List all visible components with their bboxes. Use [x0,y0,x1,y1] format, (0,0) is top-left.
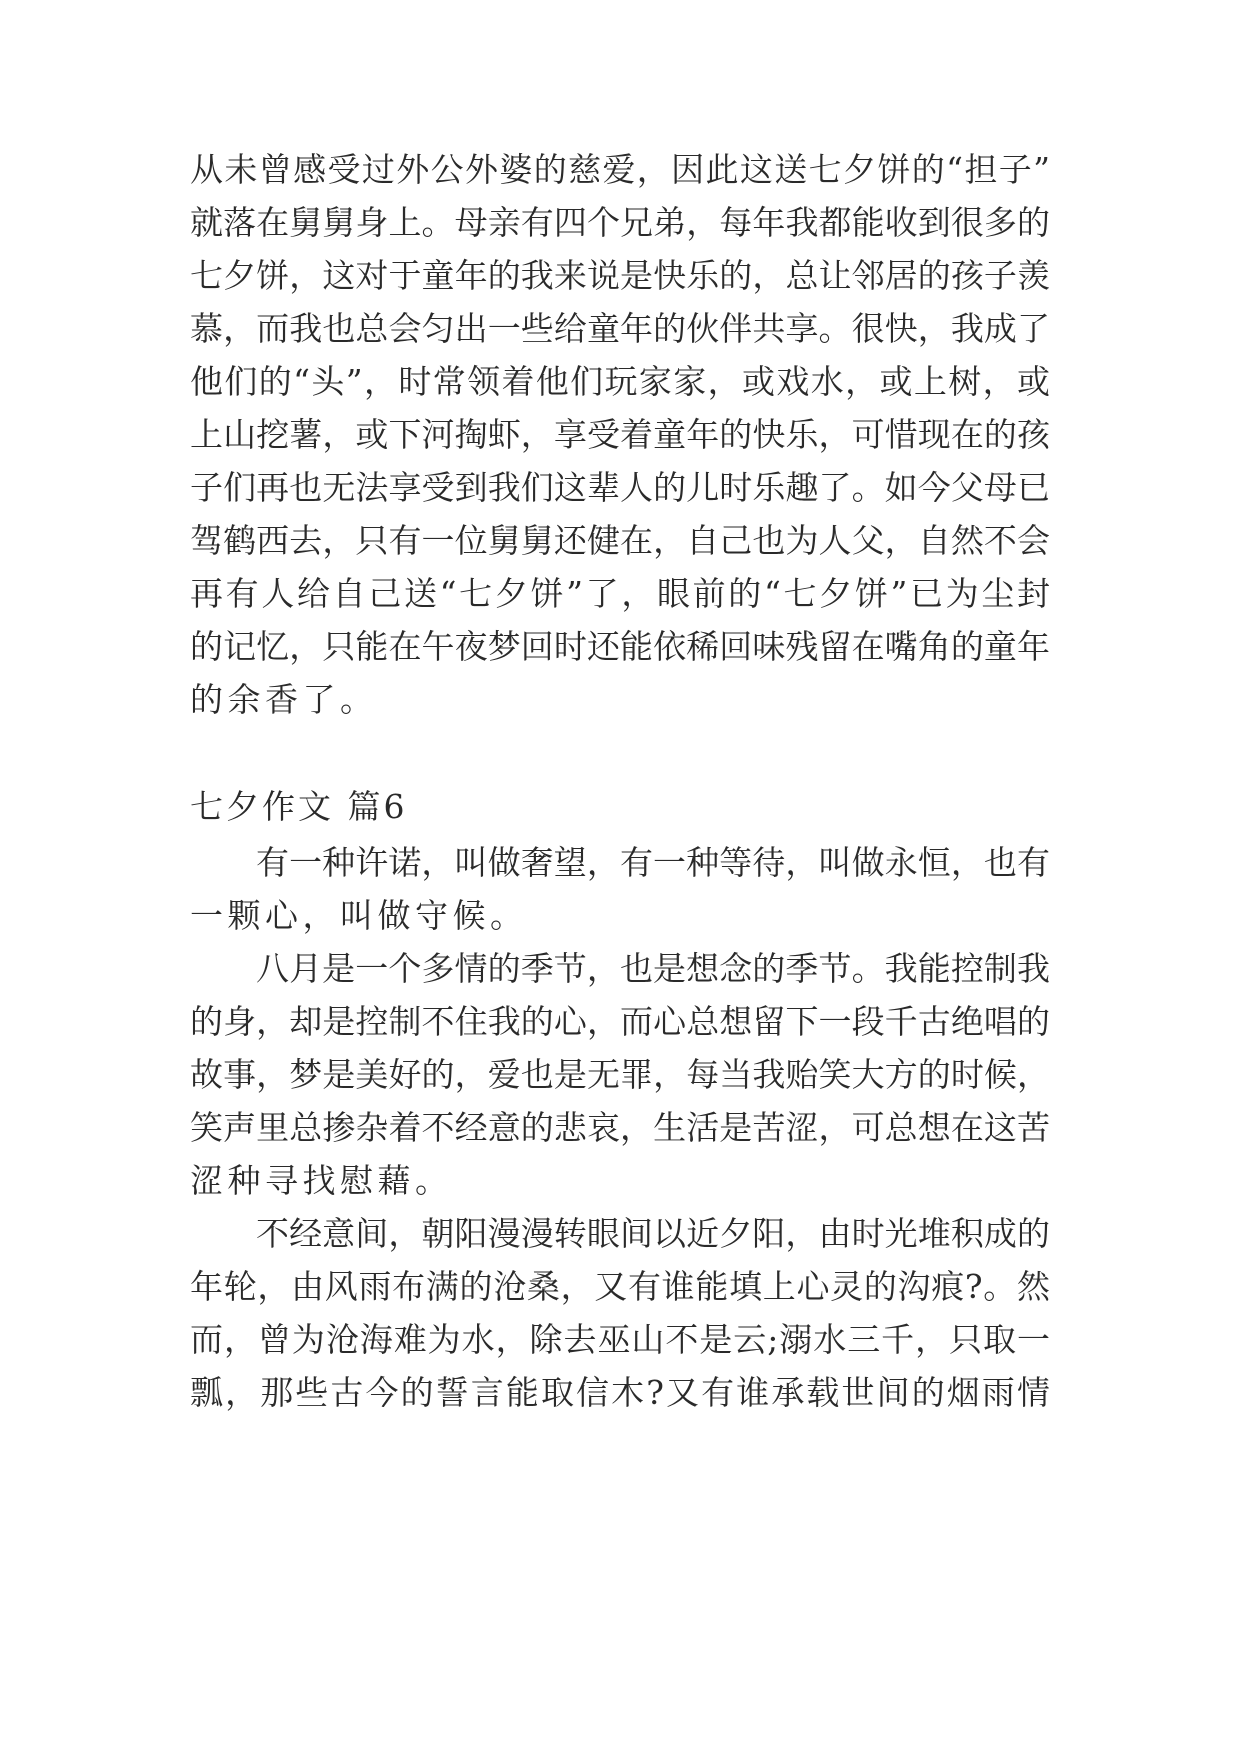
text-line: 上山挖薯，或下河掏虾，享受着童年的快乐，可惜现在的孩 [190,415,1050,454]
text-line: 的记忆，只能在午夜梦回时还能依稀回味残留在嘴角的童年 [190,627,1050,666]
text-line: 年轮，由风雨布满的沧桑，又有谁能填上心灵的沟痕?。然 [190,1267,1050,1306]
text-line: 慕，而我也总会匀出一些给童年的伙伴共享。很快，我成了 [190,309,1050,348]
text-line: 再有人给自己送“七夕饼”了，眼前的“七夕饼”已为尘封 [190,574,1050,613]
text-line: 有一种许诺，叫做奢望，有一种等待，叫做永恒，也有 [256,843,1050,882]
text-line: 笑声里总掺杂着不经意的悲哀，生活是苦涩，可总想在这苦 [190,1108,1050,1147]
text-line: 他们的“头”，时常领着他们玩家家，或戏水，或上树，或 [190,362,1050,401]
text-line: 驾鹤西去，只有一位舅舅还健在，自己也为人父，自然不会 [190,521,1050,560]
text-line: 八月是一个多情的季节，也是想念的季节。我能控制我 [256,949,1050,988]
text-line: 的余香了。 [190,680,378,719]
text-line: 从未曾感受过外公外婆的慈爱，因此这送七夕饼的“担子” [190,150,1050,189]
text-line: 一颗心，叫做守候。 [190,896,528,935]
text-line: 而，曾为沧海难为水，除去巫山不是云;溺水三千，只取一 [190,1320,1050,1359]
text-line: 的身，却是控制不住我的心，而心总想留下一段千古绝唱的 [190,1002,1050,1041]
text-line: 涩种寻找慰藉。 [190,1161,453,1200]
text-line: 故事，梦是美好的，爱也是无罪，每当我贻笑大方的时候， [190,1055,1050,1094]
text-line: 七夕饼，这对于童年的我来说是快乐的，总让邻居的孩子羡 [190,256,1050,295]
section-heading: 七夕作文 篇6 [190,787,408,826]
text-line: 子们再也无法享受到我们这辈人的儿时乐趣了。如今父母已 [190,468,1050,507]
text-line: 不经意间，朝阳漫漫转眼间以近夕阳，由时光堆积成的 [256,1214,1050,1253]
text-line: 瓢，那些古今的誓言能取信木?又有谁承载世间的烟雨情 [190,1373,1050,1412]
text-line: 就落在舅舅身上。母亲有四个兄弟，每年我都能收到很多的 [190,203,1050,242]
